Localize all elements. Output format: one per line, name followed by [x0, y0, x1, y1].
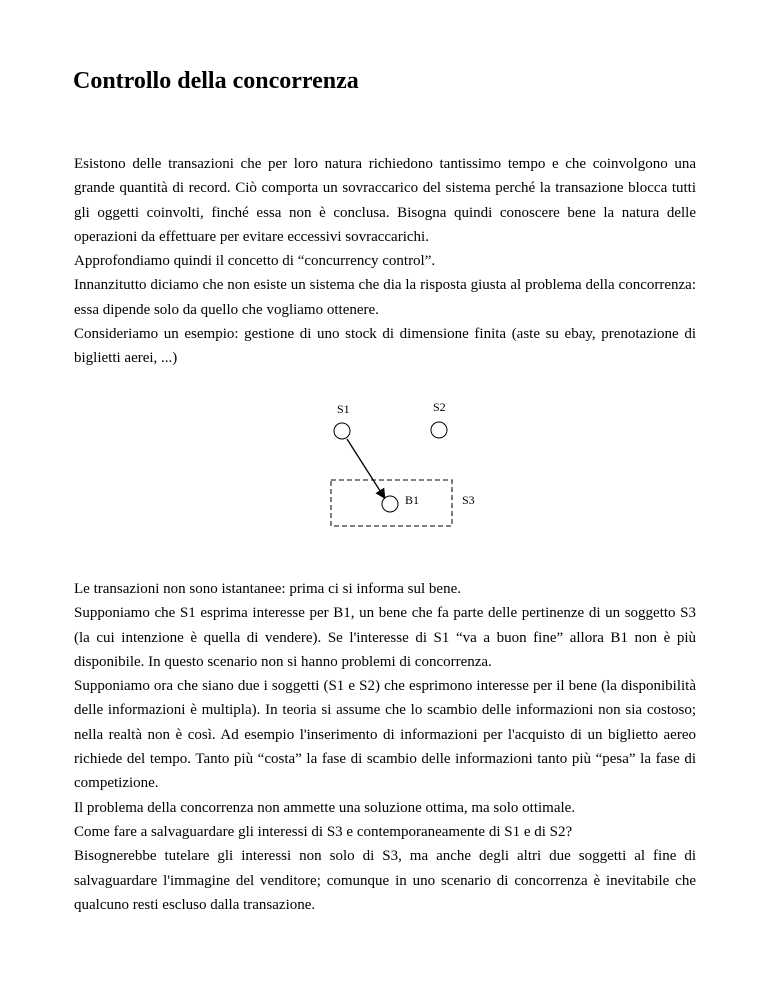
paragraph: Consideriamo un esempio: gestione di uno stock di dimensione finita (aste su ebay, prenotazione di biglietti aerei, ...)	[74, 326, 696, 367]
paragraph: Supponiamo ora che siano due i soggetti (S1 e S2) che esprimono interesse per il bene (la disponibilità delle informazioni è multipla). In teoria si assume che lo scambio delle informazioni non sia costoso; nella realtà non è così. Ad esempio l'inserimento di informazioni per l'acquisto di un biglietto aereo richiede del tempo. Tanto più “costa” la fase di scambio delle informazioni tanto più “pesa” la fase di competizione.	[74, 678, 696, 792]
concurrency-diagram	[300, 395, 500, 535]
intro-section	[74, 152, 696, 371]
s2-label: S2	[433, 400, 446, 414]
paragraph: Approfondiamo quindi il concetto di “concurrency control”.	[74, 253, 436, 270]
page-title: Controllo della concorrenza	[73, 68, 359, 94]
paragraph: Supponiamo che S1 esprima interesse per B1, un bene che fa parte delle pertinenze di un soggetto S3 (la cui intenzione è quella di vendere). Se l'interesse di S1 “va a buon fine” allora B1 non è più disponibile. In questo scenario non si hanno problemi di concorrenza.	[74, 605, 696, 670]
s1-label: S1	[337, 402, 350, 416]
body-section	[74, 577, 696, 917]
s3-boundary-box	[331, 480, 452, 526]
paragraph: Esistono delle transazioni che per loro natura richiedono tantissimo tempo e che coinvolgono una grande quantità di record. Ciò comporta un sovraccarico del sistema perché la transazione blocca tutti gli oggetti coinvolti, finché essa non è conclusa. Bisogna quindi conoscere bene la natura delle operazioni da effettuare per evitare eccessivi sovraccarichi.	[74, 156, 696, 245]
s2-node	[431, 422, 447, 438]
paragraph: Bisognerebbe tutelare gli interessi non solo di S3, ma anche degli altri due soggetti al fine di salvaguardare l'immagine del venditore; comunque in uno scenario di concorrenza è inevitabile che qualcuno resti escluso dalla transazione.	[74, 848, 696, 913]
paragraph: Come fare a salvaguardare gli interessi di S3 e contemporaneamente di S1 e di S2?	[74, 823, 573, 840]
interest-arrow	[347, 439, 384, 497]
paragraph: Le transazioni non sono istantanee: prima ci si informa sul bene.	[74, 581, 461, 597]
paragraph: Il problema della concorrenza non ammette una soluzione ottima, ma solo ottimale.	[74, 799, 576, 816]
b1-node	[382, 496, 398, 512]
paragraph: Innanzitutto diciamo che non esiste un sistema che dia la risposta giusta al problema della concorrenza: essa dipende solo da quello che vogliamo ottenere.	[74, 277, 696, 318]
s3-label: S3	[462, 493, 475, 507]
b1-label: B1	[405, 493, 420, 507]
s1-node	[334, 423, 350, 439]
